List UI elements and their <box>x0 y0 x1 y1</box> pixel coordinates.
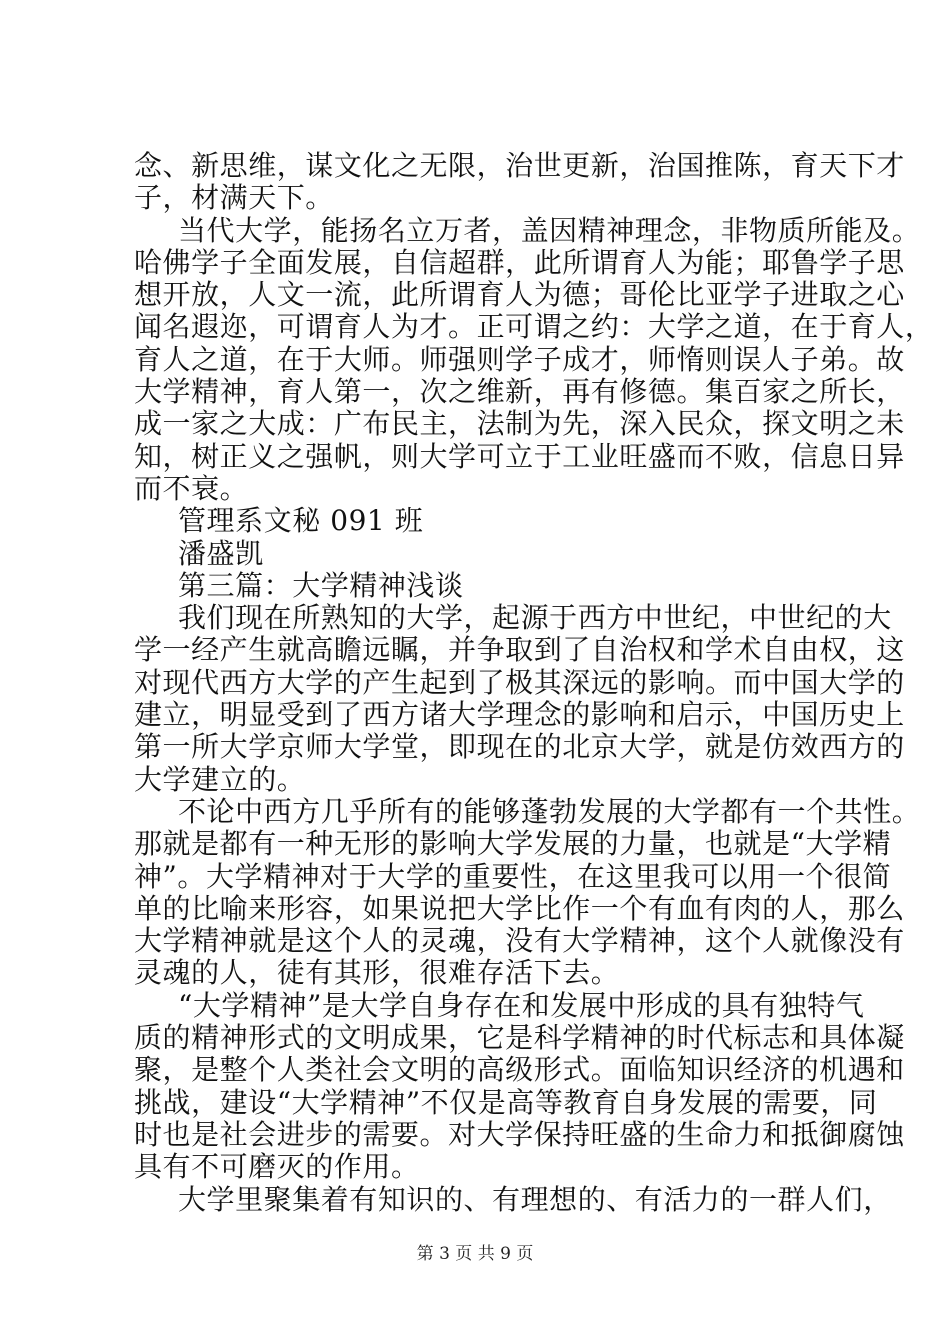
text-line: 闻名遐迩，可谓育人为才。正可谓之约：大学之道，在于育人， <box>134 310 934 344</box>
text-line: 那就是都有一种无形的影响大学发展的力量，也就是“大学精 <box>134 827 892 861</box>
text-line: 质的精神形式的文明成果，它是科学精神的时代标志和具体凝 <box>134 1021 905 1055</box>
document-body <box>134 149 934 1216</box>
text-line: 具有不可磨灭的作用。 <box>134 1150 420 1184</box>
paragraph-start-line: 我们现在所熟知的大学，起源于西方中世纪，中世纪的大 <box>178 601 892 635</box>
text-line: 育人之道，在于大师。师强则学子成才，师惰则误人子弟。故 <box>134 342 905 376</box>
text-line: 念、新思维，谋文化之无限，治世更新，治国推陈，育天下才 <box>134 149 905 182</box>
paragraph-start-line: 大学里聚集着有知识的、有理想的、有活力的一群人们， <box>178 1182 892 1216</box>
page-number-footer: 第 3 页 共 9 页 <box>416 1244 534 1264</box>
text-line: 知，树正义之强帆，则大学可立于工业旺盛而不败，信息日异 <box>134 439 905 473</box>
text-line: 聚，是整个人类社会文明的高级形式。面临知识经济的机遇和 <box>134 1053 905 1087</box>
author-class-line: 管理系文秘 091 班 <box>178 504 424 538</box>
text-line: 大学建立的。 <box>134 762 306 796</box>
text-line: 而不衰。 <box>134 471 249 505</box>
text-line: 建立，明显受到了西方诸大学理念的影响和启示，中国历史上 <box>134 698 905 732</box>
author-name-line: 潘盛凯 <box>178 536 264 570</box>
section-heading: 第三篇：大学精神浅谈 <box>178 568 464 602</box>
text-line: 哈佛学子全面发展，自信超群，此所谓育人为能；耶鲁学子思 <box>134 245 905 279</box>
text-line: 挑战，建设“大学精神”不仅是高等教育自身发展的需要，同 <box>134 1085 878 1119</box>
text-line: 对现代西方大学的产生起到了极其深远的影响。而中国大学的 <box>134 665 905 699</box>
text-line: 时也是社会进步的需要。对大学保持旺盛的生命力和抵御腐蚀 <box>134 1117 905 1151</box>
paragraph-start-line: “大学精神”是大学自身存在和发展中形成的具有独特气 <box>178 988 865 1022</box>
text-line: 第一所大学京师大学堂，即现在的北京大学，就是仿效西方的 <box>134 730 905 764</box>
text-line: 大学精神就是这个人的灵魂，没有大学精神，这个人就像没有 <box>134 924 905 958</box>
text-line: 灵魂的人，徒有其形，很难存活下去。 <box>134 956 620 990</box>
text-line: 学一经产生就高瞻远瞩，并争取到了自治权和学术自由权，这 <box>134 633 905 667</box>
paragraph-start-line: 当代大学，能扬名立万者，盖因精神理念，非物质所能及。 <box>178 213 921 247</box>
paragraph-start-line: 不论中西方几乎所有的能够蓬勃发展的大学都有一个共性。 <box>178 794 921 828</box>
text-line: 单的比喻来形容，如果说把大学比作一个有血有肉的人，那么 <box>134 891 905 925</box>
text-line: 神”。大学精神对于大学的重要性，在这里我可以用一个很简 <box>134 859 892 893</box>
text-line: 成一家之大成：广布民主，法制为先，深入民众，探文明之未 <box>134 407 905 441</box>
text-line: 想开放，人文一流，此所谓育人为德；哥伦比亚学子进取之心 <box>134 278 905 312</box>
text-line: 大学精神，育人第一，次之维新，再有修德。集百家之所长， <box>134 375 905 409</box>
text-line: 子，材满天下。 <box>134 181 334 215</box>
